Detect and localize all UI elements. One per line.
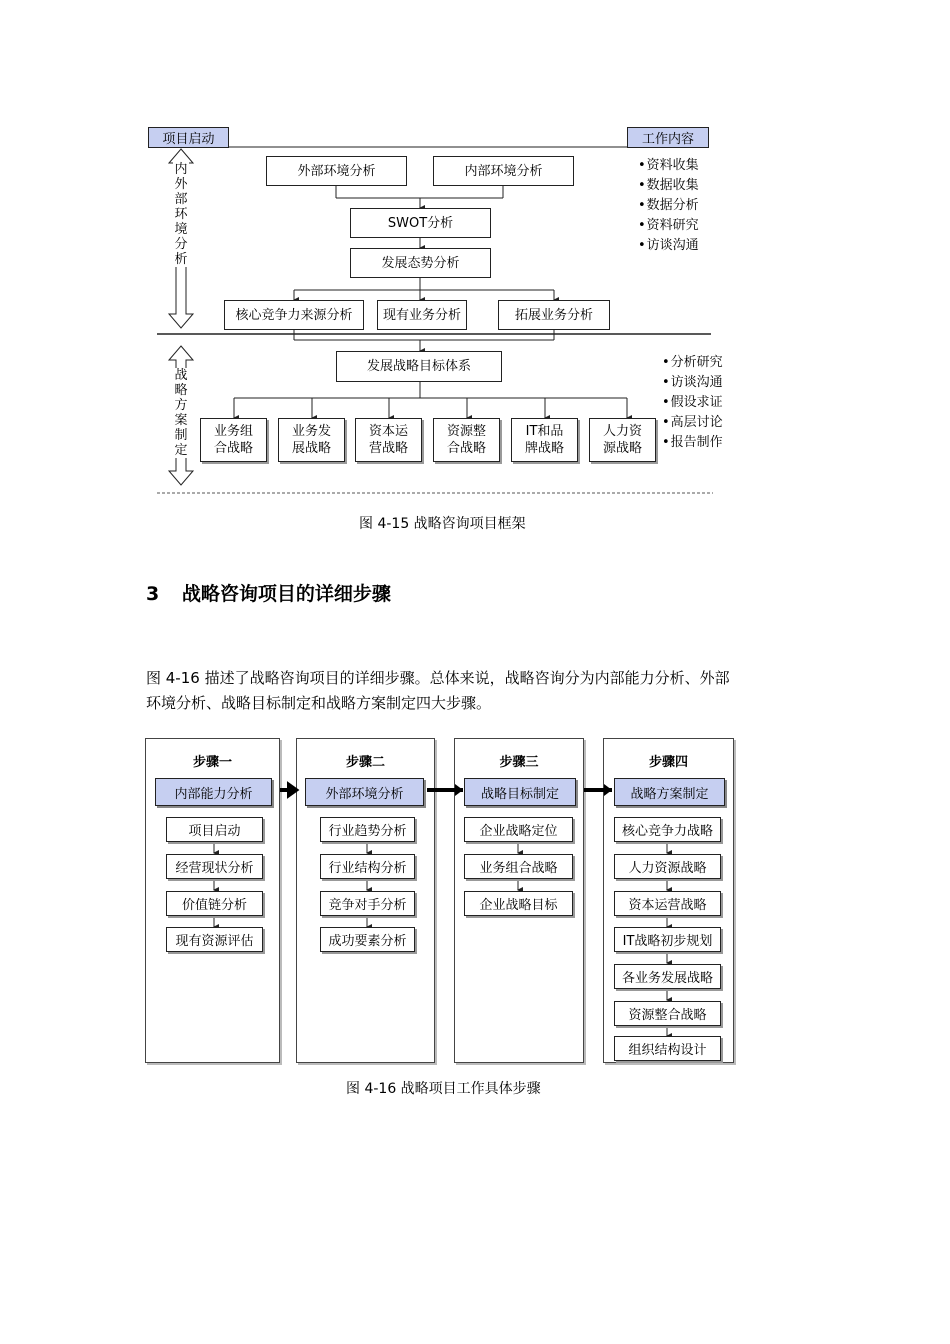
step-title-1: 步骤一 [192, 755, 232, 770]
section-title: 战略咨询项目的详细步骤 [181, 583, 391, 605]
header-strategy-plan: 战略方案制定 [614, 778, 725, 806]
side-label-top: 内 外 部 环 境 分 析 [174, 162, 188, 267]
box-swot: SWOT分析 [350, 208, 491, 238]
step-3-1: 企业战略定位 [464, 817, 573, 842]
work-list-bottom: • 分析研究 • 访谈沟通 • 假设求证 • 高层讨论 • 报告制作 [662, 353, 723, 453]
step-2-3: 竞争对手分析 [320, 891, 415, 916]
step-4-6: 资源整合战略 [614, 1001, 721, 1026]
box-internal-analysis: 内部环境分析 [433, 156, 574, 186]
step-2-4: 成功要素分析 [320, 927, 415, 952]
tag-work-content: 工作内容 [627, 127, 709, 148]
step-title-4: 步骤四 [648, 755, 688, 770]
header-external-environment: 外部环境分析 [305, 778, 424, 806]
step-2-2: 行业结构分析 [320, 854, 415, 879]
step-1-3: 价值链分析 [166, 891, 263, 916]
box-current-business: 现有业务分析 [377, 300, 467, 330]
box-strategy-4: 资源整 合战略 [433, 418, 500, 462]
section-paragraph: 图 4-16 描述了战略咨询项目的详细步骤。总体来说，战略咨询分为内部能力分析、外部 环境分析、战略目标制定和战略方案制定四大步骤。 [146, 669, 730, 712]
step-1-1: 项目启动 [166, 817, 263, 842]
step-4-2: 人力资源战略 [614, 854, 721, 879]
side-label-bottom: 战 略 方 案 制 定 [174, 368, 188, 458]
box-strategy-1: 业务组 合战略 [200, 418, 267, 462]
step-4-3: 资本运营战略 [614, 891, 721, 916]
step-4-1: 核心竞争力战略 [614, 817, 721, 842]
header-internal-capability: 内部能力分析 [155, 778, 272, 806]
step-title-2: 步骤二 [345, 755, 385, 770]
step-1-2: 经营现状分析 [166, 854, 263, 879]
box-strategy-3: 资本运 营战略 [355, 418, 422, 462]
step-3-2: 业务组合战略 [464, 854, 573, 879]
step-4-5: 各业务发展战略 [614, 964, 721, 989]
box-core-competence: 核心竞争力来源分析 [224, 300, 364, 330]
figure-caption-4-15: 图 4-15 战略咨询项目框架 [359, 516, 526, 532]
box-strategy-2: 业务发 展战略 [278, 418, 345, 462]
step-4-4: IT战略初步规划 [614, 927, 721, 952]
section-number: 3 [146, 583, 160, 605]
step-title-3: 步骤三 [499, 755, 539, 770]
box-trend: 发展态势分析 [350, 248, 491, 278]
box-expand-business: 拓展业务分析 [498, 300, 610, 330]
step-1-4: 现有资源评估 [166, 927, 263, 952]
step-3-3: 企业战略目标 [464, 891, 573, 916]
step-4-7: 组织结构设计 [614, 1036, 721, 1061]
tag-project-start: 项目启动 [148, 127, 229, 148]
box-strategy-6: 人力资 源战略 [589, 418, 656, 462]
box-external-analysis: 外部环境分析 [266, 156, 407, 186]
box-strategy-goal: 发展战略目标体系 [336, 351, 502, 382]
figure-caption-4-16: 图 4-16 战略项目工作具体步骤 [346, 1081, 541, 1097]
work-list-top: • 资料收集 • 数据收集 • 数据分析 • 资料研究 • 访谈沟通 [638, 156, 699, 256]
box-strategy-5: IT和品 牌战略 [511, 418, 578, 462]
header-strategy-goal: 战略目标制定 [464, 778, 576, 806]
step-2-1: 行业趋势分析 [320, 817, 415, 842]
